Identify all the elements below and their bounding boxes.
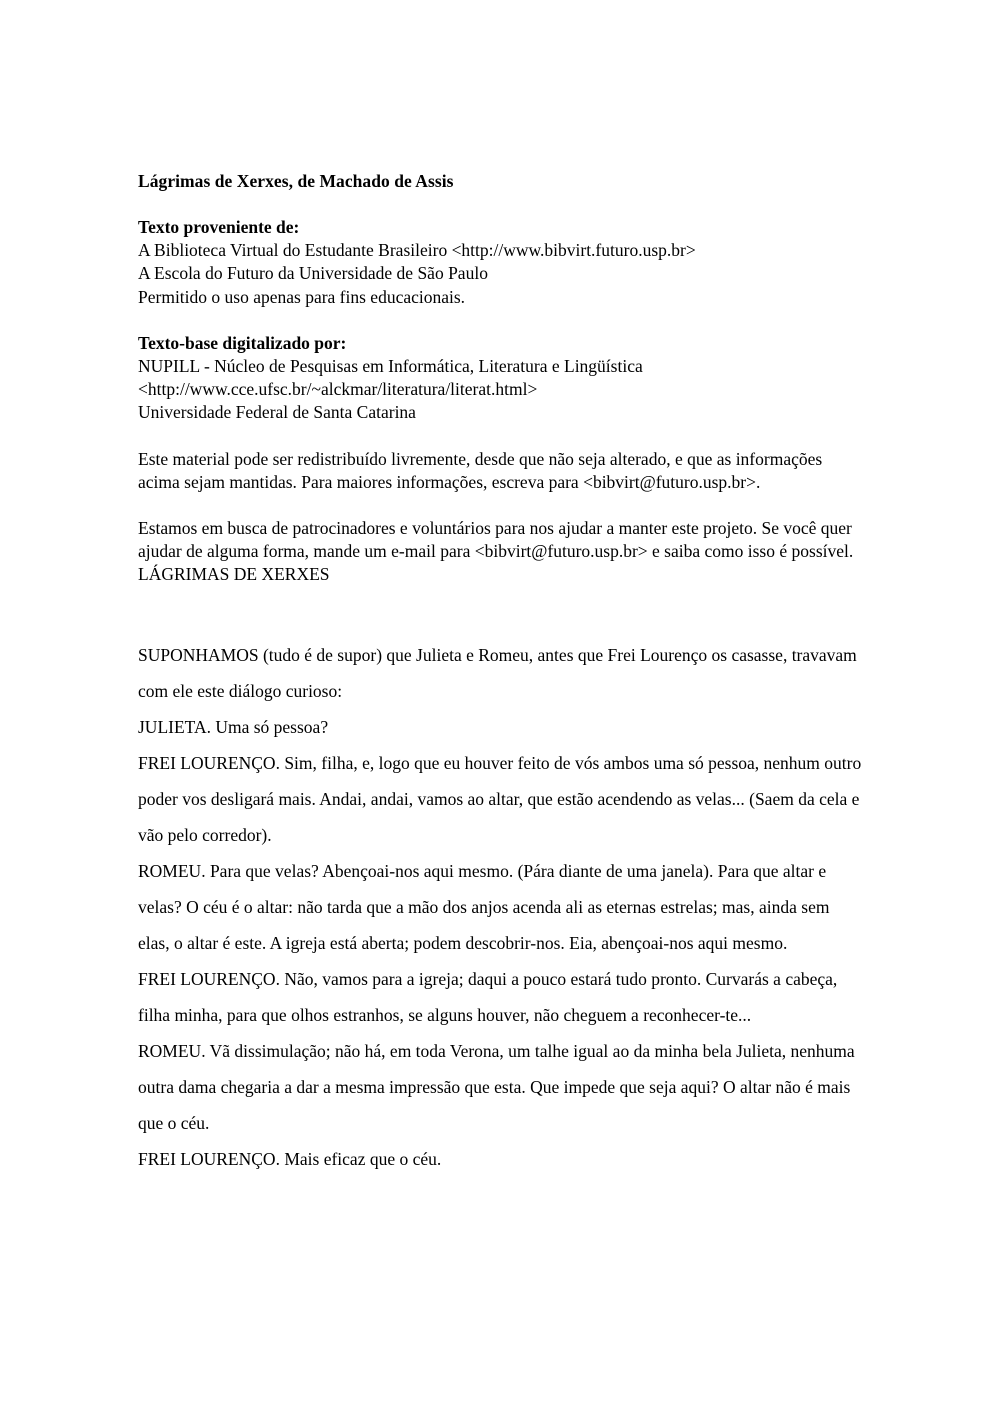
sponsors-note: Estamos em busca de patrocinadores e voluntários para nos ajudar a manter este projeto. Se você quer ajudar de alguma forma, mande um e-mail para <bibvirt@futuro.usp.br> e saiba como isso é possível. xyxy=(138,518,854,562)
body-paragraph: SUPONHAMOS (tudo é de supor) que Julieta e Romeu, antes que Frei Lourenço os casasse, travavam com ele este diálogo curioso: xyxy=(138,644,857,701)
document-content xyxy=(138,170,864,1177)
body-paragraph: FREI LOURENÇO. Não, vamos para a igreja; daqui a pouco estará tudo pronto. Curvarás a cabeça, filha minha, para que olhos estranhos, se alguns houver, não cheguem a reconhecer-te... xyxy=(138,968,838,1025)
body-paragraph: ROMEU. Para que velas? Abençoai-nos aqui mesmo. (Pára diante de uma janela). Para que altar e velas? O céu é o altar: não tarda que a mão dos anjos acenda ali as eternas estrelas; mas, ainda sem elas, o altar é este. A igreja está aberta; podem descobrir-nos. Eia, abençoai-nos aqui mesmo. xyxy=(138,860,830,953)
spacer xyxy=(138,587,864,637)
body-paragraph: FREI LOURENÇO. Sim, filha, e, logo que eu houver feito de vós ambos uma só pessoa, nenhum outro poder vos desligará mais. Andai, andai, vamos ao altar, que estão acendendo as velas... (Saem da cela e vão pelo corredor). xyxy=(138,752,862,845)
source-block-heading: Texto proveniente de: xyxy=(138,217,300,237)
spacer xyxy=(138,494,864,517)
spacer xyxy=(138,425,864,448)
dialogue-body xyxy=(138,637,864,1177)
spacer xyxy=(138,309,864,332)
body-paragraph: FREI LOURENÇO. Mais eficaz que o céu. xyxy=(138,1148,442,1169)
digitized-block-line: Universidade Federal de Santa Catarina xyxy=(138,402,416,423)
source-block xyxy=(138,216,864,309)
document-title: Lágrimas de Xerxes, de Machado de Assis xyxy=(138,171,454,191)
digitized-block xyxy=(138,332,864,425)
spacer xyxy=(138,193,864,216)
digitized-block-line: <http://www.cce.ufsc.br/~alckmar/literatura/literat.html> xyxy=(138,379,538,400)
source-block-line: A Biblioteca Virtual do Estudante Brasileiro <http://www.bibvirt.futuro.usp.br> xyxy=(138,240,696,261)
source-block-line: Permitido o uso apenas para fins educacionais. xyxy=(138,286,466,307)
source-block-line: A Escola do Futuro da Universidade de São Paulo xyxy=(138,263,488,284)
body-paragraph: JULIETA. Uma só pessoa? xyxy=(138,716,329,737)
digitized-block-line: NUPILL - Núcleo de Pesquisas em Informática, Literatura e Lingüística xyxy=(138,356,643,377)
digitized-block-heading: Texto-base digitalizado por: xyxy=(138,332,347,353)
body-paragraph: ROMEU. Vã dissimulação; não há, em toda Verona, um talhe igual ao da minha bela Julieta, nenhuma outra dama chegaria a dar a mesma impressão que esta. Que impede que seja aqui? O altar não é mais que o céu. xyxy=(138,1040,855,1133)
work-heading: LÁGRIMAS DE XERXES xyxy=(138,564,330,585)
redistribution-note: Este material pode ser redistribuído livremente, desde que não seja alterado, e que as informações acima sejam mantidas. Para maiores informações, escreva para <bibvirt@futuro.usp.br>. xyxy=(138,448,823,492)
